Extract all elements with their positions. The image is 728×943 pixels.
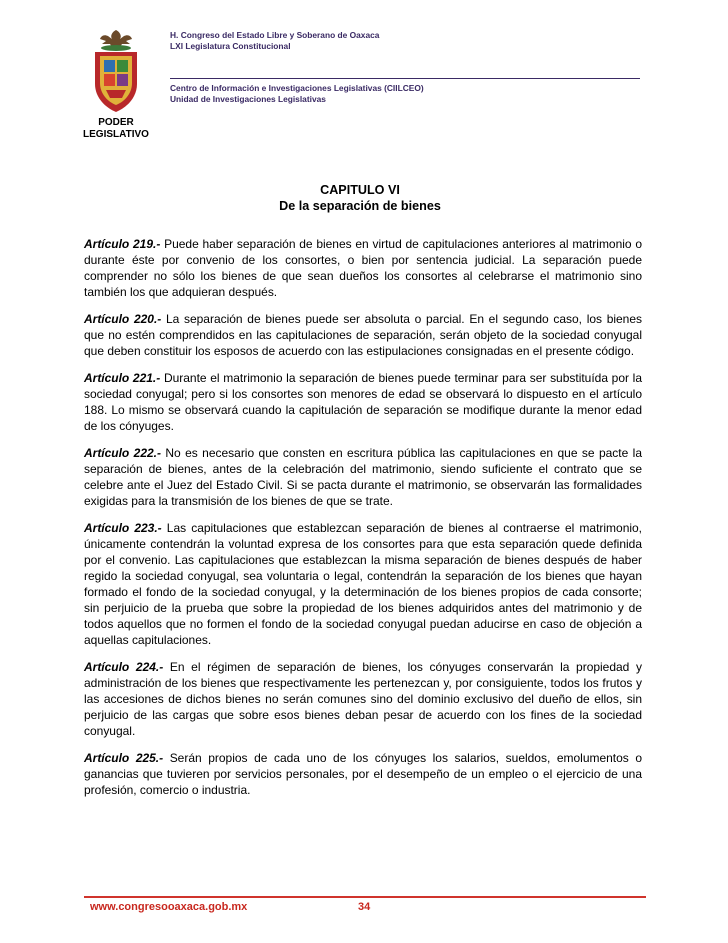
article-223 (84, 520, 642, 648)
footer-website-link[interactable]: www.congresooaxaca.gob.mx (90, 901, 248, 913)
header-line-4: Unidad de Investigaciones Legislativas (170, 94, 326, 104)
article-label: Artículo 223.- (84, 521, 162, 535)
oaxaca-coat-of-arms-icon (92, 28, 140, 116)
article-text: En el régimen de separación de bienes, los cónyuges conservarán la propiedad y administración de los bienes que respectivamente les pertenezcan y, por consiguiente, todos los frutos y las accesiones de dichos bienes no serán comunes sino del dominio exclusivo del dueño de ellos, sin perjuicio de las cargas que sobre esos bienes deban pesar de acuerdo con los fines de la sociedad conyugal. (84, 660, 642, 738)
article-label: Artículo 224.- (84, 660, 164, 674)
header-divider (170, 78, 640, 79)
article-label: Artículo 225.- (84, 751, 164, 765)
header-line-2: LXI Legislatura Constitucional (170, 41, 291, 51)
footer-divider (84, 896, 646, 898)
article-label: Artículo 222.- (84, 446, 161, 460)
document-body (84, 236, 642, 809)
article-219 (84, 236, 642, 300)
article-label: Artículo 221.- (84, 371, 161, 385)
article-text: Durante el matrimonio la separación de bienes puede terminar para ser substituída por la sociedad conyugal; pero si los consortes son menores de edad se observará lo dispuesto en el artículo 188. Lo mismo se observará cuando la capitulación de separación se modifique durante la menor edad de los cónyuges. (84, 371, 642, 433)
article-text: Serán propios de cada uno de los cónyuges los salarios, sueldos, emolumentos o ganancias que tuvieren por servicios personales, por el desempeño de un empleo o el ejercicio de una profesión, comercio o industria. (84, 751, 642, 797)
article-224 (84, 659, 642, 739)
article-label: Artículo 220.- (84, 312, 162, 326)
header-institution (170, 30, 379, 52)
article-220 (84, 311, 642, 359)
article-text: No es necesario que consten en escritura pública las capitulaciones en que se pacte la separación de bienes, antes de la celebración del matrimonio, siendo suficiente el contrato que se celebre ante el Juez del Estado Civil. Si se pacta durante el matrimonio, se observarán las formalidades exigidas para la transmisión de los bienes de que se trate. (84, 446, 642, 508)
article-text: La separación de bienes puede ser absoluta o parcial. En el segundo caso, los bienes que no estén comprendidos en las capitulaciones de separación, serán objeto de la sociedad conyugal que deben constituir los esposos de acuerdo con las estipulaciones consignadas en el presente código. (84, 312, 642, 358)
article-225 (84, 750, 642, 798)
article-text: Puede haber separación de bienes en virtud de capitulaciones anteriores al matrimonio o durante éste por convenio de los consortes, o bien por sentencia judicial. La separación puede comprender no sólo los bienes de que sean dueños los consortes al celebrarse el matrimonio sino también los que adquieran después. (84, 237, 642, 299)
header-line-1: H. Congreso del Estado Libre y Soberano de Oaxaca (170, 30, 380, 40)
article-label: Artículo 219.- (84, 237, 161, 251)
article-222 (84, 445, 642, 509)
page-number: 34 (358, 901, 371, 913)
poder-legislativo-label: PODER LEGISLATIVO (83, 117, 149, 140)
article-221 (84, 370, 642, 434)
chapter-subtitle: De la separación de bienes (279, 199, 441, 213)
header-unit (170, 83, 424, 105)
chapter-title: CAPITULO VI (320, 183, 400, 197)
article-text: Las capitulaciones que establezcan separación de bienes al contraerse el matrimonio, únicamente contendrán la voluntad expresa de los consortes para que esta separación quede definida por el convenio. Las capitulaciones que establezcan la misma separación de bienes después de haber regido la sociedad conyugal, sea voluntaria o legal, contendrán la separación de los bienes que hayan formado el fondo de la sociedad conyugal, y la determinación de los bienes propios de cada consorte; sin perjuicio de la prueba que sobre la propiedad de los bienes adquiridos antes del matrimonio y de todos aquellos que no formen el fondo de la sociedad conyugal puedan aducirse en caso de objeción a aquellas capitulaciones. (84, 521, 643, 647)
header-line-3: Centro de Información e Investigaciones Legislativas (CIILCEO) (170, 83, 424, 93)
